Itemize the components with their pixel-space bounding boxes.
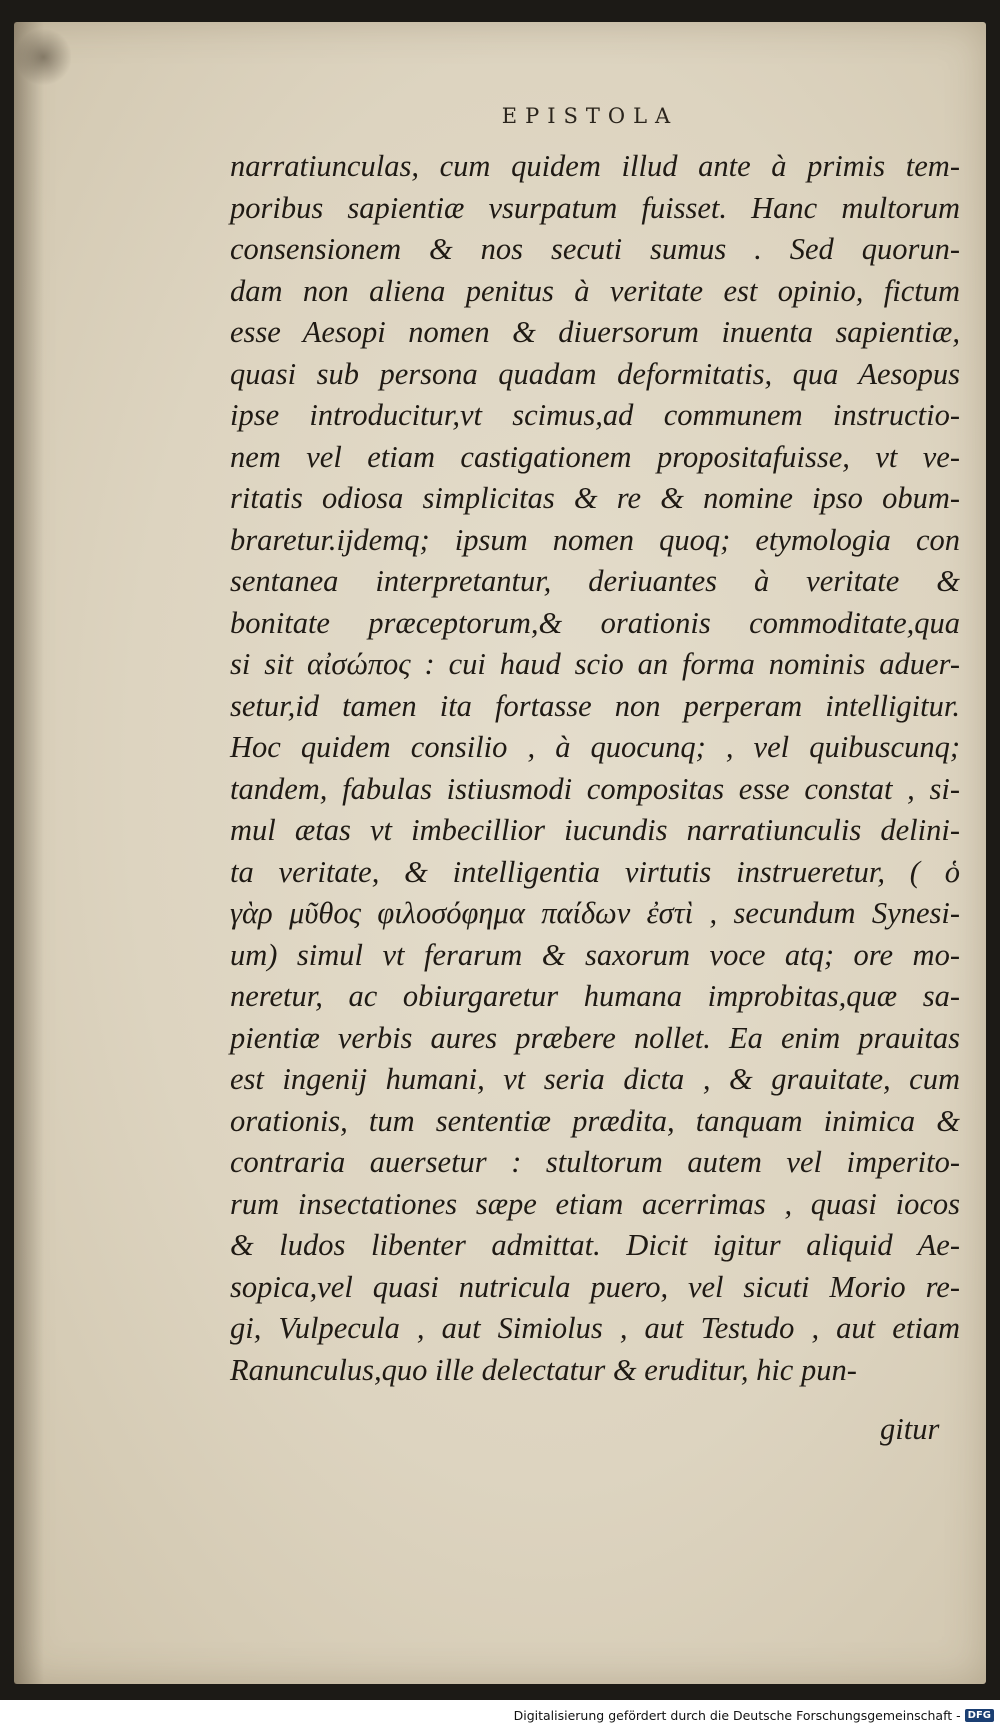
text-line: setur,id tamen ita fortasse non perperam intelligitur. [230, 688, 960, 723]
text-line: Ranunculus,quo ille delectatur & eruditur, hic pun- [230, 1352, 857, 1387]
text-line: quasi sub persona quadam deformitatis, qua Aesopus [230, 356, 960, 391]
text-line: narratiunculas, cum quidem illud ante à primis tem- [230, 149, 960, 183]
text-line: ipse introducitur,vt scimus,ad communem instructio- [230, 398, 960, 432]
text-line: consensionem & nos secuti sumus . Sed quorun- [230, 232, 960, 266]
running-head: EPISTOLA [501, 104, 679, 128]
text-line: rum insectationes sæpe etiam acerrimas , quasi iocos [230, 1186, 960, 1221]
text-line: tandem, fabulas istiusmodi compositas esse constat , si- [230, 771, 960, 806]
text-line: poribus sapientiæ vsurpatum fuisset. Hanc multorum [230, 190, 960, 225]
text-line: orationis, tum sententiæ prædita, tanquam inimica & [230, 1103, 960, 1138]
text-line: γὰρ μῦθος φιλοσόφημα παίδων ἐστὶ , secundum Synesi- [230, 896, 960, 930]
text-line: ta veritate, & intelligentia virtutis instrueretur, ( ὁ [230, 854, 960, 889]
text-line: Hoc quidem consilio , à quocunq; , vel quibuscunq; [230, 730, 960, 764]
text-line: pientiæ verbis aures præbere nollet. Ea enim prauitas [230, 1020, 960, 1055]
credit-text: Digitalisierung gefördert durch die Deutsche Forschungsgemeinschaft - [513, 1708, 961, 1723]
text-line: & ludos libenter admittat. Dicit igitur aliquid Ae- [230, 1228, 960, 1262]
text-line: um) simul vt ferarum & saxorum voce atq; ore mo- [230, 937, 960, 972]
text-line: sopica,vel quasi nutricula puero, vel sicuti Morio re- [230, 1269, 960, 1304]
text-line: contraria auersetur : stultorum autem vel imperito- [230, 1145, 960, 1179]
text-line: neretur, ac obiurgaretur humana improbitas,quæ sa- [230, 979, 960, 1013]
text-line: esse Aesopi nomen & diuersorum inuenta sapientiæ, [230, 315, 960, 349]
text-line: mul ætas vt imbecillior iucundis narratiunculis delini- [230, 813, 960, 847]
text-line: nem vel etiam castigationem propositafuisse, vt ve- [230, 439, 960, 474]
gutter-shadow [14, 22, 44, 1684]
text-line: est ingenij humani, vt seria dicta , & grauitate, cum [230, 1062, 960, 1096]
page-stain [16, 27, 71, 87]
text-line: sentanea interpretantur, deriuantes à veritate & [230, 564, 960, 598]
text-line: braretur.ijdemq; ipsum nomen quoq; etymologia con [230, 522, 960, 557]
text-line: dam non aliena penitus à veritate est opinio, fictum [230, 273, 960, 308]
dfg-logo: DFG [965, 1709, 994, 1722]
catchword: gitur [880, 1412, 940, 1446]
text-line: bonitate præceptorum,& orationis commoditate,qua [230, 605, 960, 640]
text-line: si sit αἰσώπος : cui haud scio an forma nominis aduer- [230, 647, 960, 681]
body-text [230, 146, 960, 1391]
digitization-credit [514, 1708, 994, 1723]
text-line: gi, Vulpecula , aut Simiolus , aut Testudo , aut etiam [230, 1311, 960, 1345]
text-line: ritatis odiosa simplicitas & re & nomine ipso obum- [230, 481, 960, 515]
